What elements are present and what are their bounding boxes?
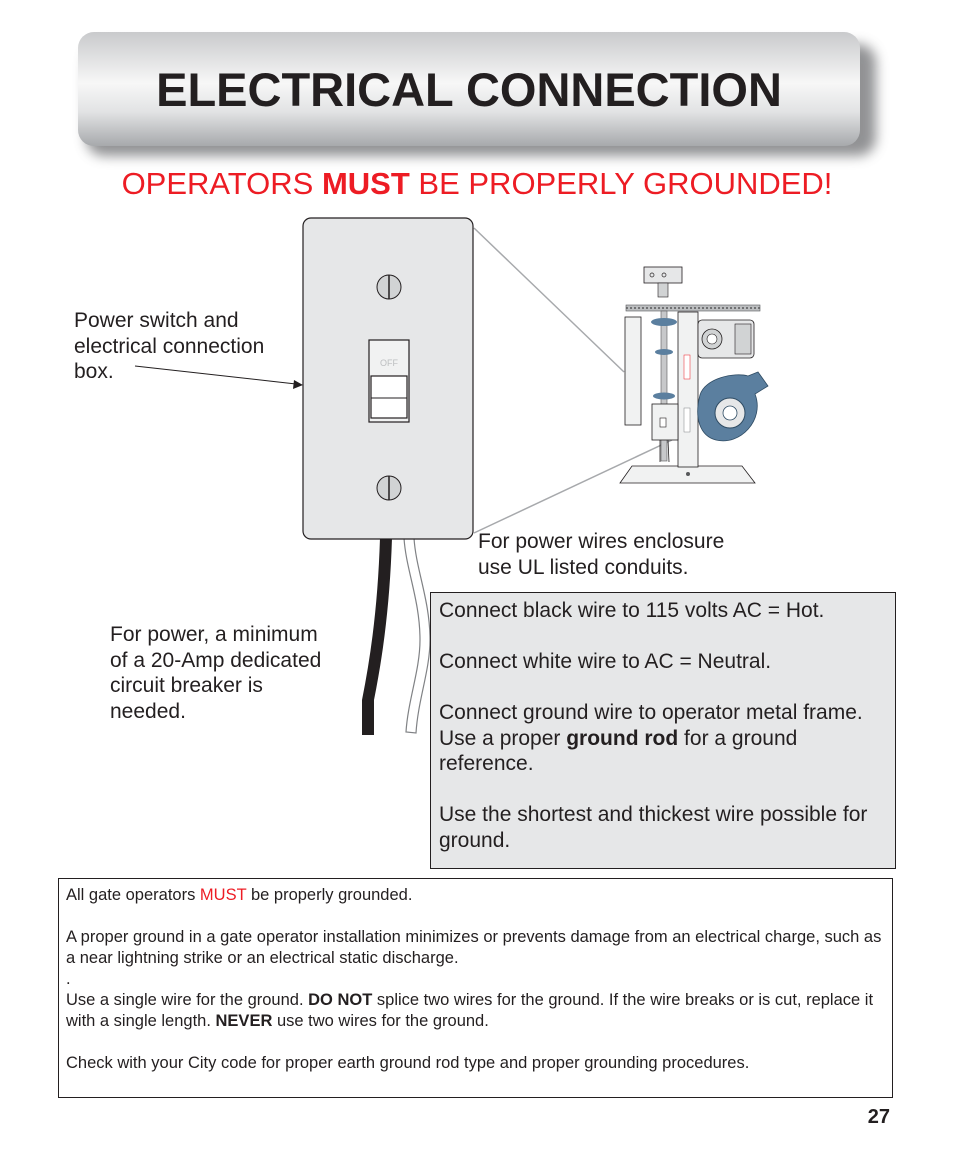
note-dot: . [66, 970, 71, 988]
note-do-not-emph: DO NOT [308, 991, 373, 1009]
conduit-label [478, 529, 724, 580]
note-city-code: Check with your City code for proper earth ground rod type and proper grounding procedures. [66, 1054, 750, 1072]
page-number: 27 [867, 1106, 890, 1128]
note-single-wire [66, 990, 885, 1032]
note-never-emph: NEVER [215, 1012, 273, 1030]
off-label: OFF [380, 358, 398, 368]
zoom-line-bottom [474, 440, 672, 533]
conduit-label-line: use UL listed conduits. [478, 555, 689, 579]
note-text: Use a single wire for the ground. [66, 991, 309, 1009]
note-text: All gate operators [66, 886, 200, 904]
breaker-label-line: of a 20-Amp dedicated [110, 648, 322, 672]
ground-rod-emph: ground rod [566, 726, 679, 750]
instruction-black-wire: Connect black wire to 115 volts AC = Hot. [439, 599, 825, 622]
white-wire [404, 538, 430, 733]
warning-pre: OPERATORS [121, 166, 322, 201]
note-proper-ground: A proper ground in a gate operator installation minimizes or prevents damage from an electrical charge, such as a near lightning strike or an electrical static discharge. [66, 928, 882, 967]
toggle-lever [371, 376, 407, 418]
switch-box-label-line: electrical connection [74, 334, 265, 358]
warning-emph: MUST [321, 166, 410, 201]
switch-box-label-line: box. [74, 360, 114, 383]
zoom-line-top [474, 228, 624, 372]
switch-box-label [74, 308, 264, 385]
instruction-white-wire: Connect white wire to AC = Neutral. [439, 650, 772, 673]
grounding-notes-box [58, 878, 893, 1098]
conduit-label-line: For power wires enclosure [478, 530, 725, 553]
note-must-ground [66, 885, 885, 906]
pointer-arrow-head [293, 380, 303, 389]
breaker-label-line: For power, a minimum [110, 623, 318, 646]
ground-text-post: for a ground reference. [439, 726, 798, 775]
instruction-ground-wire [439, 700, 887, 777]
note-text: splice two wires for the ground. If the wire breaks or is cut, replace it with a single length. [66, 991, 874, 1030]
switch-box-label-line: Power switch and [74, 309, 239, 332]
page-title: ELECTRICAL CONNECTION [156, 62, 782, 116]
instruction-shortest-wire: Use the shortest and thickest wire possible for ground. [439, 803, 868, 852]
wiring-instructions-box [430, 592, 896, 869]
breaker-label-line: circuit breaker is [110, 674, 263, 697]
gate-operator-drawing [620, 267, 768, 483]
note-text: use two wires for the ground. [272, 1012, 489, 1030]
breaker-label [110, 622, 321, 724]
breaker-label-line: needed. [110, 699, 186, 723]
warning-post: BE PROPERLY GROUNDED! [409, 166, 833, 201]
ground-text-pre: Connect ground wire to operator metal frame. Use a proper [439, 701, 863, 750]
black-wire [362, 538, 392, 735]
note-must-emph: MUST [199, 886, 247, 904]
note-text: be properly grounded. [246, 886, 413, 904]
